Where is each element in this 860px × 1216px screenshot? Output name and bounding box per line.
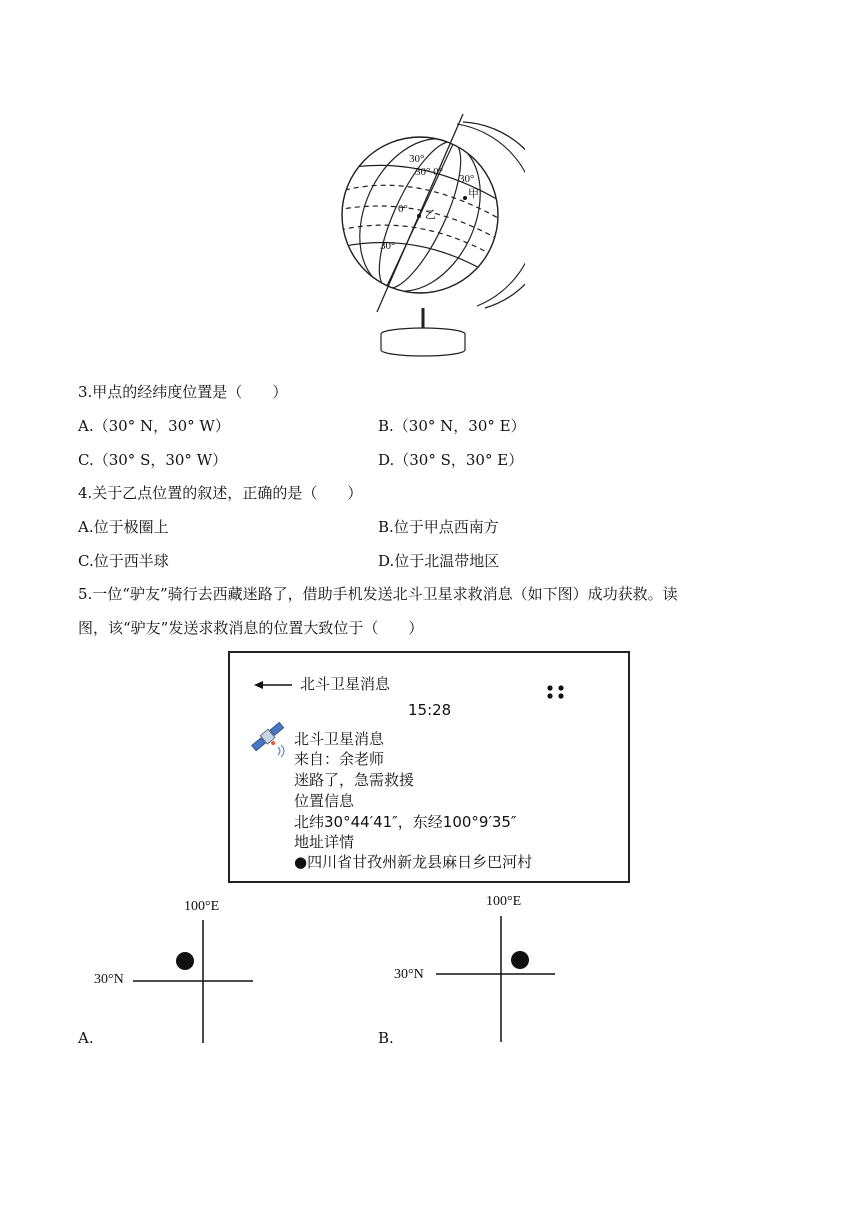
diagram-b-lat-label: 30°N [394,967,424,982]
question-4-option-a[interactable]: A.位于极圈上 [78,518,169,536]
question-3-option-c[interactable]: C.（30° S，30° W） [78,451,228,469]
message-line-body: 迷路了，急需救援 [294,771,415,789]
globe-label-lat-right: 30° [459,173,475,185]
question-3-stem: 3.甲点的经纬度位置是（ ） [78,383,288,401]
globe-label-lat-bottom: 30° [380,240,396,252]
globe-label-lon-pair: 30° 0° [415,166,444,178]
message-line-coordinates: 北纬30°44′41″，东经100°9′35″ [294,813,517,831]
answer-diagram-b[interactable] [378,892,578,1052]
globe-figure [335,112,525,362]
question-5-stem-line1: 5.一位“驴友”骑行去西藏迷路了，借助手机发送北斗卫星求救消息（如下图）成功获救。读 [78,585,678,603]
globe-label-lat-top: 30° [409,153,425,165]
message-line-address: ●四川省甘孜州新龙县麻日乡巴河村 [294,853,533,871]
answer-diagram-a[interactable] [78,895,278,1055]
question-3-option-b[interactable]: B.（30° N，30° E） [378,417,526,435]
question-4-option-d[interactable]: D.位于北温带地区 [378,552,500,570]
left-arrow-icon[interactable] [254,680,294,690]
message-time: 15:28 [408,701,452,719]
question-3-option-a[interactable]: A.（30° N，30° W） [78,417,230,435]
message-line-location-heading: 位置信息 [294,792,355,810]
globe-label-equator: 0° [398,203,408,215]
globe-label-yi: 乙 [425,209,436,221]
four-dots-icon[interactable] [546,684,568,700]
point-yi-marker [417,214,421,218]
point-jia-marker [463,196,467,200]
diagram-a-option-label: A. [78,1029,94,1047]
message-line-title: 北斗卫星消息 [294,730,385,748]
message-line-from: 来自：余老师 [294,750,385,768]
globe-label-jia: 甲 [468,188,479,200]
question-4-option-c[interactable]: C.位于西半球 [78,552,169,570]
diagram-a-lat-label: 30°N [94,972,124,987]
message-line-address-heading: 地址详情 [294,833,355,851]
diagram-a-lon-label: 100°E [184,899,220,914]
question-3-option-d[interactable]: D.（30° S，30° E） [378,451,524,469]
question-4-stem: 4.关于乙点位置的叙述，正确的是（ ） [78,484,363,502]
diagram-b-option-label: B. [378,1029,394,1047]
question-4-option-b[interactable]: B.位于甲点西南方 [378,518,499,536]
beidou-message-screen [228,651,630,883]
message-header-title: 北斗卫星消息 [300,675,391,693]
question-5-stem-line2: 图，该“驴友”发送求救消息的位置大致位于（ ） [78,619,424,637]
satellite-icon [248,717,288,757]
diagram-b-lon-label: 100°E [486,894,522,909]
location-dot [176,952,194,970]
location-dot [511,951,529,969]
